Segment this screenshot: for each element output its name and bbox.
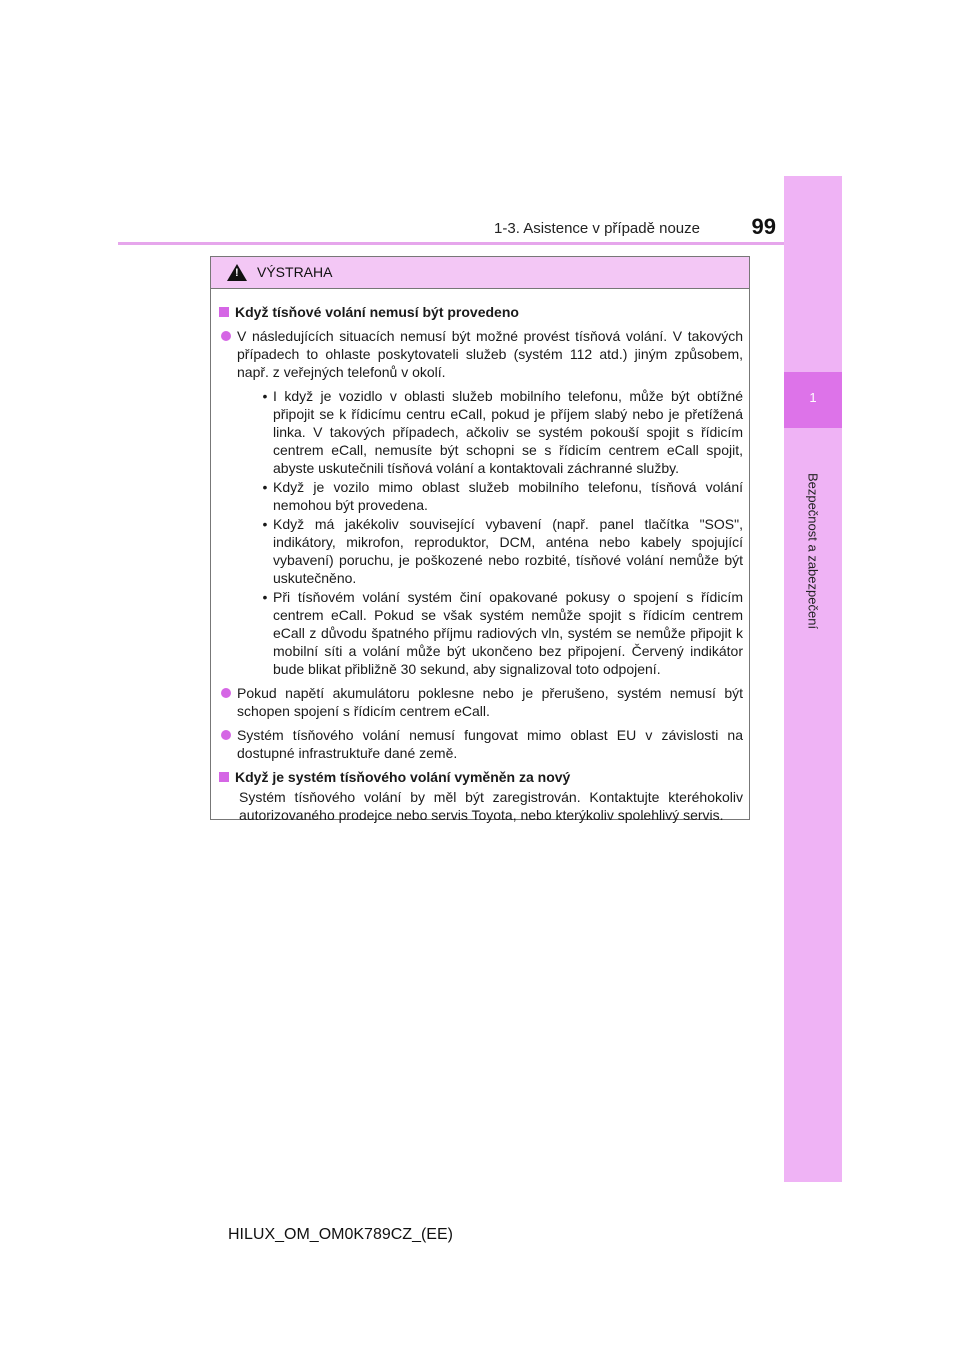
dot-bullet-icon bbox=[221, 688, 231, 698]
section-heading-text: Když tísňové volání nemusí být provedeno bbox=[235, 304, 519, 320]
warning-header bbox=[211, 257, 749, 289]
header-line bbox=[118, 242, 784, 245]
list-item bbox=[219, 726, 743, 762]
sub-item-text: Při tísňovém volání systém činí opakované pokusy o spojení s řídicím centrem eCall. Pokud se však systém nemůže spojit s řídicím centrem eCall z důvodu špatného příjmu radiových vln, systém se nemůže připojit k mobilní síti a volání může být ukončeno bez připojení. Červený indikátor bude blikat přibližně 30 sekund, aby signalizoval toto odpojení. bbox=[273, 589, 743, 677]
bullet-icon: • bbox=[262, 589, 268, 605]
sub-item bbox=[257, 387, 743, 477]
sub-item bbox=[257, 588, 743, 678]
warning-content bbox=[211, 289, 749, 824]
sub-item-text: I když je vozidlo v oblasti služeb mobilního telefonu, může být obtížné připojit se k řídicímu centru eCall, pokud je příjem slabý nebo je přetížená linka. V takových případech, ačkoliv se systém pokouší spojit s řídicím centrem eCall, nemusíte být schopni se s řídicím centrem eCall spojit, abyste uskutečnili tísňová volání a kontaktovali záchranné služby. bbox=[273, 388, 743, 476]
dot-bullet-icon bbox=[221, 730, 231, 740]
bullet-icon: • bbox=[262, 479, 268, 495]
sub-item bbox=[257, 478, 743, 514]
list-item bbox=[219, 327, 743, 678]
section-title: 1-3. Asistence v případě nouze bbox=[494, 220, 700, 237]
side-tab bbox=[784, 176, 842, 1182]
bullet-icon: • bbox=[262, 388, 268, 404]
list-item-text: V následujících situacích nemusí být možné provést tísňová volání. V takových případech to ohlaste poskytovateli služeb (systém 112 atd.) jiným způsobem, např. z veřejných telefonů v okolí. bbox=[237, 328, 743, 380]
chapter-number: 1 bbox=[809, 390, 817, 405]
warning-triangle-icon: ! bbox=[227, 264, 247, 281]
chapter-label: Bezpečnost a zabezpečení bbox=[805, 472, 821, 630]
section-heading bbox=[219, 303, 743, 321]
list-item bbox=[219, 684, 743, 720]
list-item-text: Systém tísňového volání nemusí fungovat mimo oblast EU v závislosti na dostupné infrastruktuře dané země. bbox=[237, 727, 743, 761]
page-number: 99 bbox=[751, 214, 776, 239]
dot-bullet-icon bbox=[221, 331, 231, 341]
chapter-number-box bbox=[784, 372, 842, 428]
warning-title: VÝSTRAHA bbox=[257, 264, 333, 280]
sub-item-text: Když je vozilo mimo oblast služeb mobilního telefonu, tísňová volání nemohou být provedena. bbox=[273, 479, 743, 513]
list-item-body bbox=[237, 327, 743, 678]
document-code: HILUX_OM_OM0K789CZ_(EE) bbox=[228, 1226, 453, 1243]
warning-box bbox=[210, 256, 750, 823]
square-bullet-icon bbox=[219, 772, 229, 782]
sub-list bbox=[257, 387, 743, 678]
sub-item bbox=[257, 515, 743, 587]
list-item-text: Pokud napětí akumulátoru poklesne nebo je přerušeno, systém nemusí být schopen spojení s řídicím centrem eCall. bbox=[237, 685, 743, 719]
section-heading bbox=[219, 768, 743, 786]
section-paragraph: Systém tísňového volání by měl být zaregistrován. Kontaktujte kteréhokoliv autorizovaného prodejce nebo servis Toyota, nebo kterýkoliv spolehlivý servis. bbox=[239, 789, 743, 823]
sub-item-text: Když má jakékoliv související vybavení (např. panel tlačítka "SOS", indikátory, mikrofon, reproduktor, DCM, anténa nebo kabely spojující vybavení) poruchu, je poškozené nebo rozbité, tísňové volání nemůže být uskutečněno. bbox=[273, 516, 743, 586]
bullet-icon: • bbox=[262, 516, 268, 532]
square-bullet-icon bbox=[219, 307, 229, 317]
section-heading-text: Když je systém tísňového volání vyměněn za nový bbox=[235, 769, 571, 785]
